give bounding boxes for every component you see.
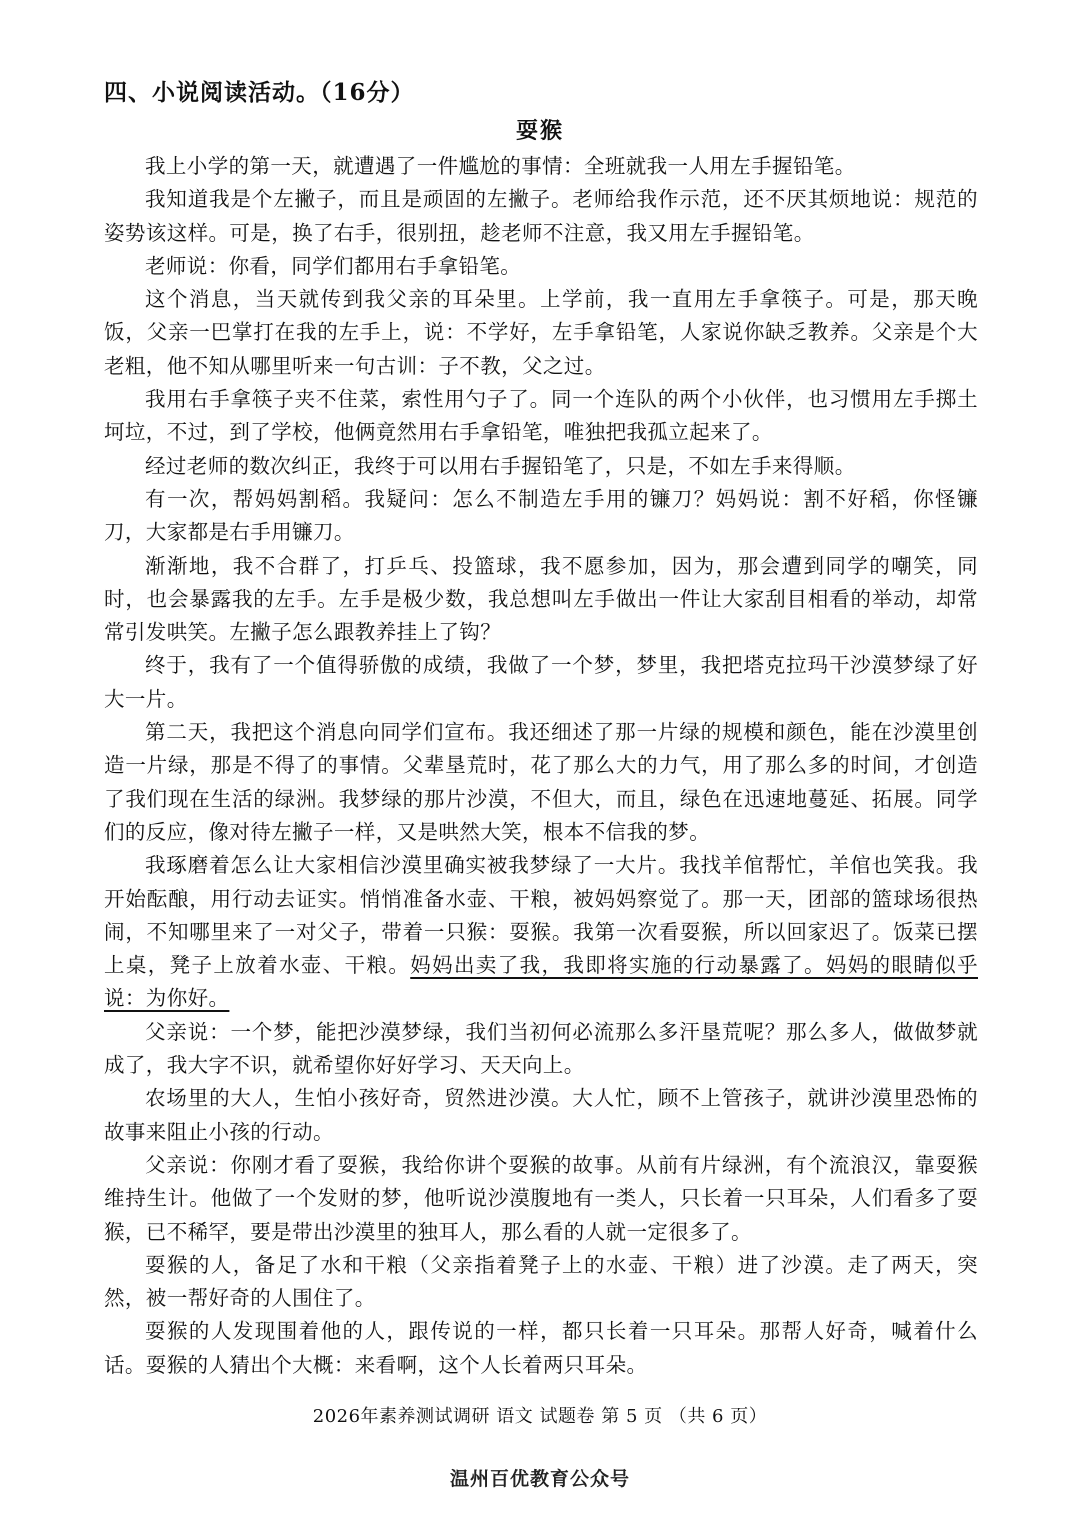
paragraph-13: 农场里的大人，生怕小孩好奇，贸然进沙漠。大人忙，顾不上管孩子，就讲沙漠里恐怖的故事来阻止小孩的行动。 — [104, 1086, 978, 1144]
paragraph-7: 有一次，帮妈妈割稻。我疑问：怎么不制造左手用的镰刀？妈妈说：割不好稻，你怪镰刀，大家都是右手用镰刀。 — [104, 486, 978, 545]
paragraph-11-text: 我琢磨着怎么让大家相信沙漠里确实被我梦绿了一大片。我找羊倌帮忙，羊倌也笑我。我开始酝酿，用行动去证实。悄悄准备水壶、干粮，被妈妈察觉了。那一天，团部的篮球场很热闹，不知哪里来了一对父子，带着一只猴：耍猴。我第一次看耍猴，所以回家迟了。饭菜已摆上桌，凳子上放着水壶、干粮。 — [104, 853, 978, 978]
paragraph-9: 终于，我有了一个值得骄傲的成绩，我做了一个梦，梦里，我把塔克拉玛干沙漠梦绿了好大一片。 — [104, 653, 978, 711]
paragraph-15: 耍猴的人，备足了水和干粮（父亲指着凳子上的水壶、干粮）进了沙漠。走了两天，突然，被一帮好奇的人围住了。 — [104, 1252, 978, 1311]
underlined-sentence: 妈妈出卖了我，我即将实施的行动暴露了。妈妈的眼睛似乎说：为你好。 — [104, 953, 978, 1011]
paragraph-1: 我上小学的第一天，就遭遇了一件尴尬的事情：全班就我一人用左手握铅笔。 — [145, 154, 856, 178]
story-body — [104, 150, 978, 1382]
paragraph-14: 父亲说：你刚才看了耍猴，我给你讲个耍猴的故事。从前有片绿洲，有个流浪汉，靠耍猴维持生计。他做了一个发财的梦，他听说沙漠腹地有一类人，只长着一只耳朵，人们看多了耍猴，已不稀罕，要是带出沙漠里的独耳人，那么看的人就一定很多了。 — [104, 1152, 978, 1244]
paragraph-12: 父亲说：一个梦，能把沙漠梦绿，我们当初何必流那么多汗垦荒呢？那么多人，做做梦就成了，我大字不识，就希望你好好学习、天天向上。 — [104, 1019, 978, 1078]
paragraph-10: 第二天，我把这个消息向同学们宣布。我还细述了那一片绿的规模和颜色，能在沙漠里创造一片绿，那是不得了的事情。父辈垦荒时，花了那么大的力气，用了那么多的时间，才创造了我们现在生活的绿洲。我梦绿的那片沙漠，不但大，而且，绿色在迅速地蔓延、拓展。同学们的反应，像对待左撇子一样，又是哄然大笑，根本不信我的梦。 — [104, 720, 978, 844]
paragraph-6: 经过老师的数次纠正，我终于可以用右手握铅笔了，只是，不如左手来得顺。 — [145, 453, 856, 478]
story-title: 耍猴 — [515, 118, 564, 144]
paragraph-3: 老师说：你看，同学们都用右手拿铅笔。 — [145, 253, 522, 278]
watermark-text: 温州百优教育公众号 — [449, 1468, 630, 1490]
paragraph-16: 耍猴的人发现围着他的人，跟传说的一样，都只长着一只耳朵。那帮人好奇，喊着什么话。耍猴的人猜出个大概：来看啊，这个人长着两只耳朵。 — [104, 1319, 978, 1377]
section-heading: 四、小说阅读活动。（16分） — [104, 79, 415, 106]
paragraph-4: 这个消息，当天就传到我父亲的耳朵里。上学前，我一直用左手拿筷子。可是，那天晚饭，父亲一巴掌打在我的左手上，说：不学好，左手拿铅笔，人家说你缺乏教养。父亲是个大老粗，他不知从哪里听来一句古训：子不教，父之过。 — [104, 287, 978, 378]
paragraph-2: 我知道我是个左撇子，而且是顽固的左撇子。老师给我作示范，还不厌其烦地说：规范的姿势该这样。可是，换了右手，很别扭，趁老师不注意，我又用左手握铅笔。 — [104, 187, 978, 245]
paragraph-8: 渐渐地，我不合群了，打乒乓、投篮球，我不愿参加，因为，那会遭到同学的嘲笑，同时，也会暴露我的左手。左手是极少数，我总想叫左手做出一件让大家刮目相看的举动，却常常引发哄笑。左撇子怎么跟教养挂上了钩？ — [104, 553, 978, 645]
paragraph-11 — [104, 849, 978, 1015]
paragraph-5: 我用右手拿筷子夹不住菜，索性用勺子了。同一个连队的两个小伙伴，也习惯用左手掷土坷垃，不过，到了学校，他俩竟然用右手拿铅笔，唯独把我孤立起来了。 — [104, 387, 978, 445]
page-footer: 2026年素养测试调研 语文 试题卷 第 5 页 （共 6 页） — [312, 1406, 768, 1427]
